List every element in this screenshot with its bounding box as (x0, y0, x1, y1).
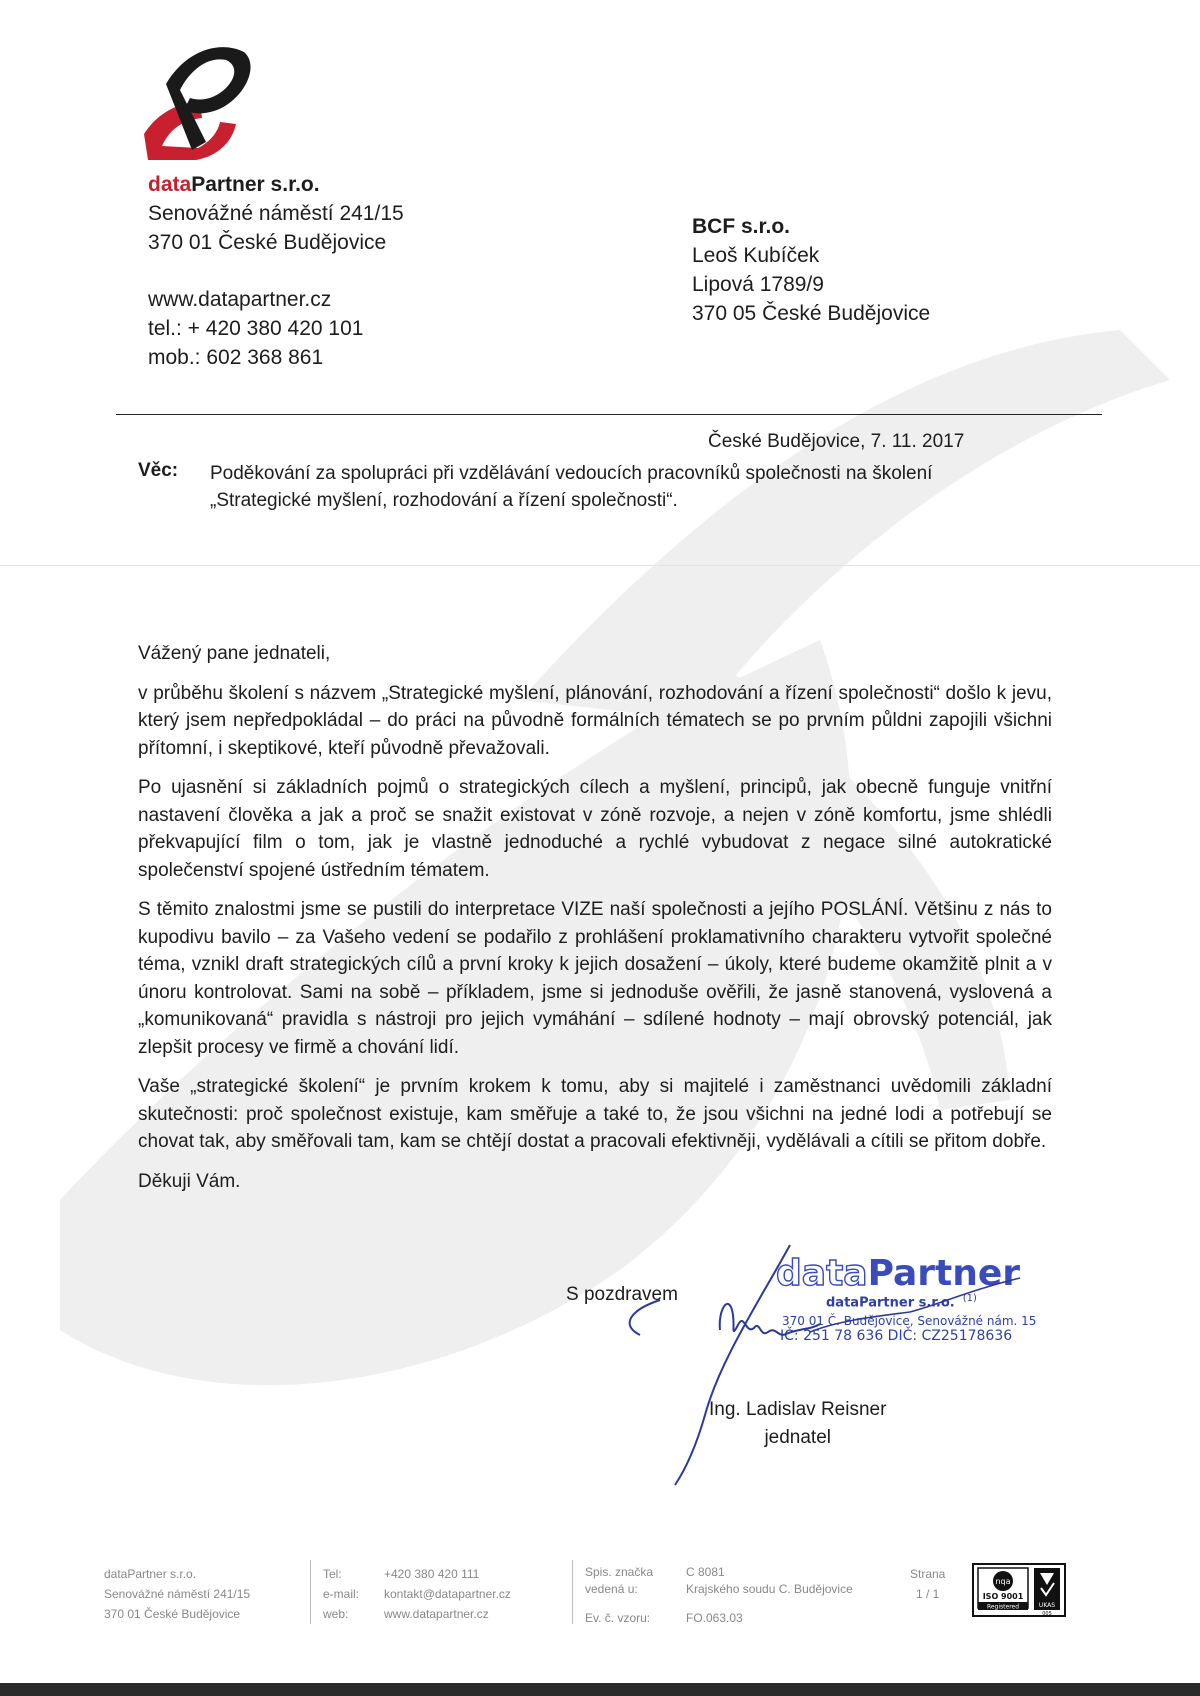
closing: S pozdravem (566, 1284, 678, 1305)
paragraph: S těmito znalostmi jsme se pustili do interpretace VIZE naší společnosti a jejího POSLÁNÍ. Většinu z nás to kupodivu bavilo – za Vašeho vedení se podařilo z prohlášení proklamativního charakteru vytvořit společné téma, vznikl draft strategických cílů a první kroky k jejich dosažení – úkoly, které budeme okamžitě plnit a v únoru kontrolovat. Sami na sobě – příkladem, jsme si jednoduše ověřili, že jasně stanovená, vyslovená a „komunikovaná“ pravidla s nástroji pro jejich vymáhání – sdílené hodnoty – mají obrovský potenciál, jak zlepšit procesy ve firmě a chování lidí. (138, 899, 1052, 1058)
footer-page-number: Strana 1 / 1 (910, 1567, 946, 1601)
paper-fold-line (0, 565, 1200, 566)
recipient-person: Leoš Kubíček (692, 244, 820, 267)
svg-text:Registered: Registered (986, 1603, 1020, 1611)
sender-address-block (148, 170, 404, 372)
recipient-city: 370 05 České Budějovice (692, 302, 931, 325)
subject-label: Věc: (138, 460, 179, 481)
footer-contact-values: +420 380 420 111 kontakt@datapartner.cz www.datapartner.cz (384, 1567, 511, 1621)
iso-certification-badge (972, 1563, 1066, 1617)
footer-company: dataPartner s.r.o. Senovážné náměstí 241/15 370 01 České Budějovice (104, 1567, 251, 1621)
svg-text:ISO 9001: ISO 9001 (982, 1592, 1024, 1601)
paragraph: Po ujasnění si základních pojmů o strategických cílech a myšlení, principů, jak obecně funguje vnitřní nastavení člověka a jak a proč se snažit existovat v zóně rozvoje, a nejen v zóně komfortu, jsme shlédli překvapující film o tom, jak je vlastně jednoduché a rychlé vybudovat z negace silné autokratické společenství spojené ústředním tématem. (138, 777, 1052, 881)
date-line: České Budějovice, 7. 11. 2017 (708, 431, 965, 452)
svg-text:nqa: nqa (995, 1577, 1011, 1586)
recipient-street: Lipová 1789/9 (692, 273, 824, 296)
scan-bottom-edge (0, 1683, 1200, 1696)
footer-registration-label: Spis. značka vedená u: Ev. č. vzoru: (585, 1565, 654, 1625)
svg-text:UKAS: UKAS (1038, 1602, 1056, 1609)
sender-mob: mob.: 602 368 861 (148, 346, 324, 369)
letter-body (138, 640, 1052, 1207)
footer-separator (310, 1560, 311, 1624)
recipient-address-block (692, 212, 930, 328)
sender-street: Senovážné náměstí 241/15 (148, 202, 404, 225)
signer-role: jednatel (764, 1427, 831, 1448)
footer-contact-labels: Tel: e-mail: web: (323, 1567, 360, 1621)
salutation: Vážený pane jednateli, (138, 643, 331, 664)
stamp-address: 370 01 Č. Budějovice, Senovážné nám. 15 (782, 1314, 1037, 1329)
sender-web: www.datapartner.cz (148, 288, 332, 311)
stamp-ids: IČ: 251 78 636 DIČ: CZ25178636 (780, 1328, 1013, 1345)
signer-name: Ing. Ladislav Reisner (709, 1399, 887, 1420)
footer-registration-values: C 8081 Krajského soudu C. Budějovice FO.063.03 (686, 1565, 853, 1625)
handwritten-signature (610, 1240, 1030, 1490)
stamp-logo: dataPartner (776, 1253, 1021, 1294)
stamp-company: dataPartner s.r.o. $^{(1)}$ (826, 1293, 977, 1311)
paragraph: v průběhu školení s názvem „Strategické myšlení, plánování, rozhodování a řízení společnosti“ došlo k jevu, který jsem nepředpokládal – do práci na původně formálních tématech se po prvním půldni zapojili všichni přítomní, i skeptikové, kteří původně převažovali. (138, 682, 1052, 759)
recipient-company: BCF s.r.o. (692, 215, 791, 238)
sender-city: 370 01 České Budějovice (148, 231, 387, 254)
footer-separator (572, 1560, 573, 1624)
sender-company-name: dataPartner s.r.o. (148, 173, 320, 196)
header-divider (116, 414, 1102, 415)
thanks: Děkuji Vám. (138, 1170, 241, 1192)
subject-text: Poděkování za spolupráci při vzdělávání vedoucích pracovníků společnosti na školení „Strategické myšlení, rozhodování a řízení společnosti“. (210, 463, 933, 511)
datapartner-logo-icon (140, 42, 252, 162)
paragraph: Vaše „strategické školení“ je prvním krokem k tomu, aby si majitelé i zaměstnanci uvědomili základní skutečnosti: proč společnost existuje, kam směřuje a také to, že jsou všichni na jedné lodi a potřebují se chovat tak, aby směřovali tam, kam se chtějí dostat a pracovali efektivněji, vydělávali a cítili se přitom dobře. (138, 1076, 1052, 1152)
sender-tel: tel.: + 420 380 420 101 (148, 317, 364, 340)
svg-text:005: 005 (1042, 1611, 1052, 1617)
